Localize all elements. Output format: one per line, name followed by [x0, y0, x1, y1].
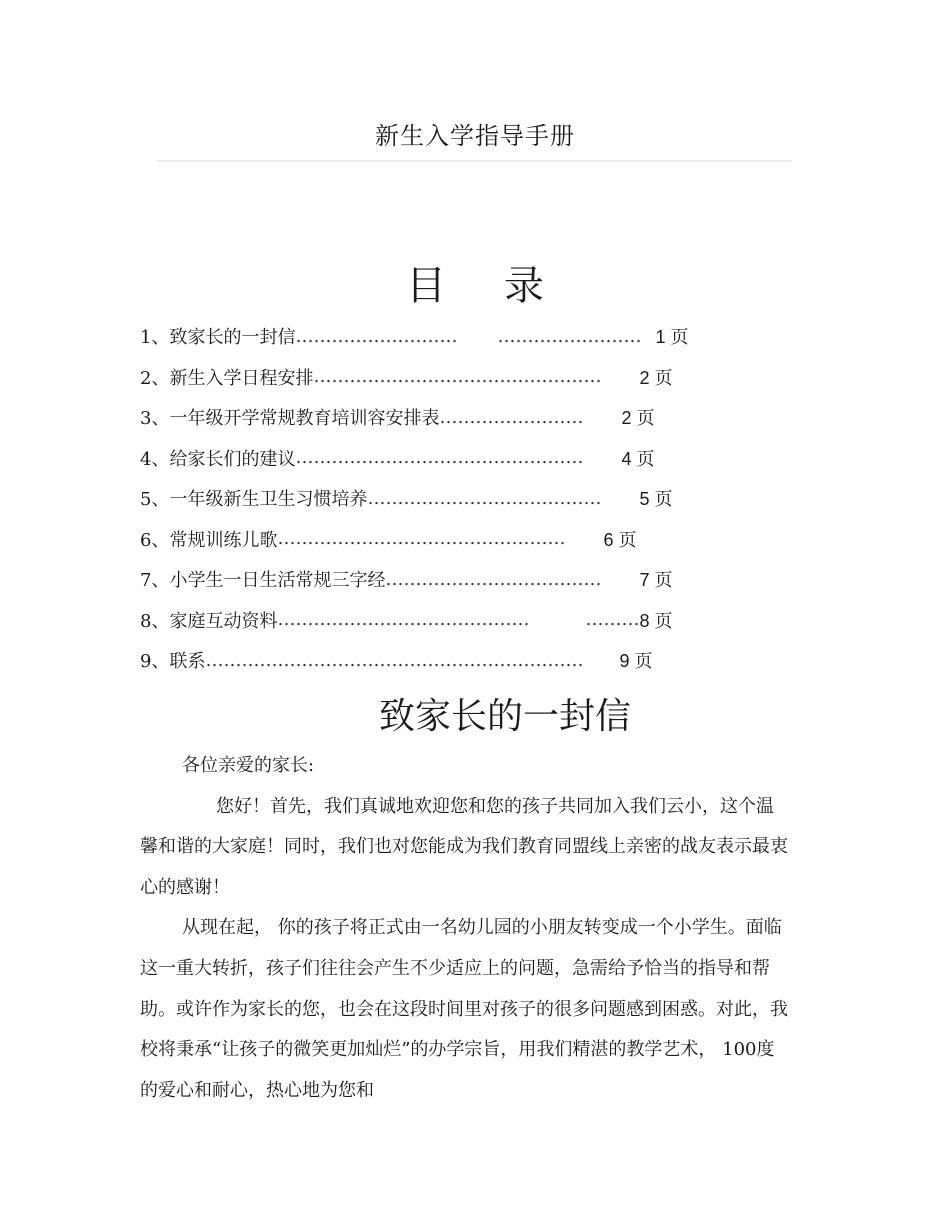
toc-item-leader: …………………………………………: [295, 447, 584, 469]
toc-item-page: 4 页: [621, 448, 655, 470]
letter-paragraph: 从现在起， 你的孩子将正式由一名幼儿园的小朋友转变成一个小学生。面临这一重大转折，孩子们往往会产生不少适应上的问题，急需给予恰当的指导和帮助。或许作为家长的您，也会在这段时间里对孩子的很多问题感到困惑。对此，我校将秉承“让孩子的微笑更加灿烂”的办学宗旨，用我们精湛的教学艺术， 100度的爱心和耐心，热心地为您和: [140, 917, 788, 1101]
toc-item-page: 9 页: [619, 651, 653, 673]
toc-item-leader-2: ……………………: [497, 325, 642, 347]
toc-item[interactable]: [140, 640, 780, 681]
letter-title: 致家长的一封信: [378, 696, 631, 737]
toc-item-leader: …………………………………………: [277, 528, 566, 550]
toc-item-label: 4、给家长们的建议: [140, 448, 296, 470]
toc-item[interactable]: [140, 478, 780, 519]
toc-item-leader: ……………………: [439, 406, 584, 428]
toc-item-label: 2、新生入学日程安排: [140, 367, 314, 389]
letter-body: [140, 746, 790, 1111]
toc-item-label: 9、联系: [140, 651, 206, 673]
toc-item-leader: ……………………………………: [277, 609, 530, 631]
toc-item[interactable]: [140, 357, 780, 398]
toc-item-page: 7 页: [639, 570, 673, 592]
toc-item[interactable]: [140, 316, 780, 357]
header-divider: [157, 160, 792, 162]
page-header-title: 新生入学指导手册: [375, 122, 575, 150]
table-of-contents: [140, 316, 780, 681]
toc-item[interactable]: [140, 519, 780, 560]
toc-heading-left: 目: [406, 263, 446, 309]
toc-heading-right: 录: [504, 263, 544, 309]
toc-item-leader-2: ………: [585, 609, 640, 631]
toc-item-label: 6、常规训练儿歌: [140, 529, 278, 551]
toc-item[interactable]: [140, 600, 780, 641]
toc-item-page: 6 页: [603, 529, 637, 551]
toc-item-label: 5、一年级新生卫生习惯培养: [140, 489, 368, 511]
toc-heading: [0, 254, 950, 311]
toc-item-leader: ………………………: [295, 325, 458, 347]
toc-item-leader: …………………………………: [367, 487, 602, 509]
toc-item-label: 7、小学生一日生活常规三字经: [140, 570, 386, 592]
letter-salutation: 各位亲爱的家长:: [182, 755, 315, 776]
toc-item-leader: ………………………………: [385, 568, 602, 590]
toc-item-label: 1、致家长的一封信: [140, 327, 296, 349]
toc-item-label: 3、一年级开学常规教育培训容安排表: [140, 408, 440, 430]
toc-item-page: 5 页: [639, 489, 673, 511]
toc-item-leader: ………………………………………………………: [205, 649, 584, 671]
toc-item-page: 2 页: [639, 367, 673, 389]
toc-item[interactable]: [140, 438, 780, 479]
toc-item-page: 1 页: [655, 327, 689, 349]
toc-item-page: 8 页: [639, 610, 673, 632]
toc-item[interactable]: [140, 397, 780, 438]
toc-item-leader: …………………………………………: [313, 366, 602, 388]
toc-item-page: 2 页: [621, 408, 655, 430]
letter-paragraph: 您好！首先，我们真诚地欢迎您和您的孩子共同加入我们云小，这个温馨和谐的大家庭！同时，我们也对您能成为我们教育同盟线上亲密的战友表示最衷心的感谢！: [140, 795, 788, 898]
toc-item[interactable]: [140, 559, 780, 600]
toc-item-label: 8、家庭互动资料: [140, 610, 278, 632]
